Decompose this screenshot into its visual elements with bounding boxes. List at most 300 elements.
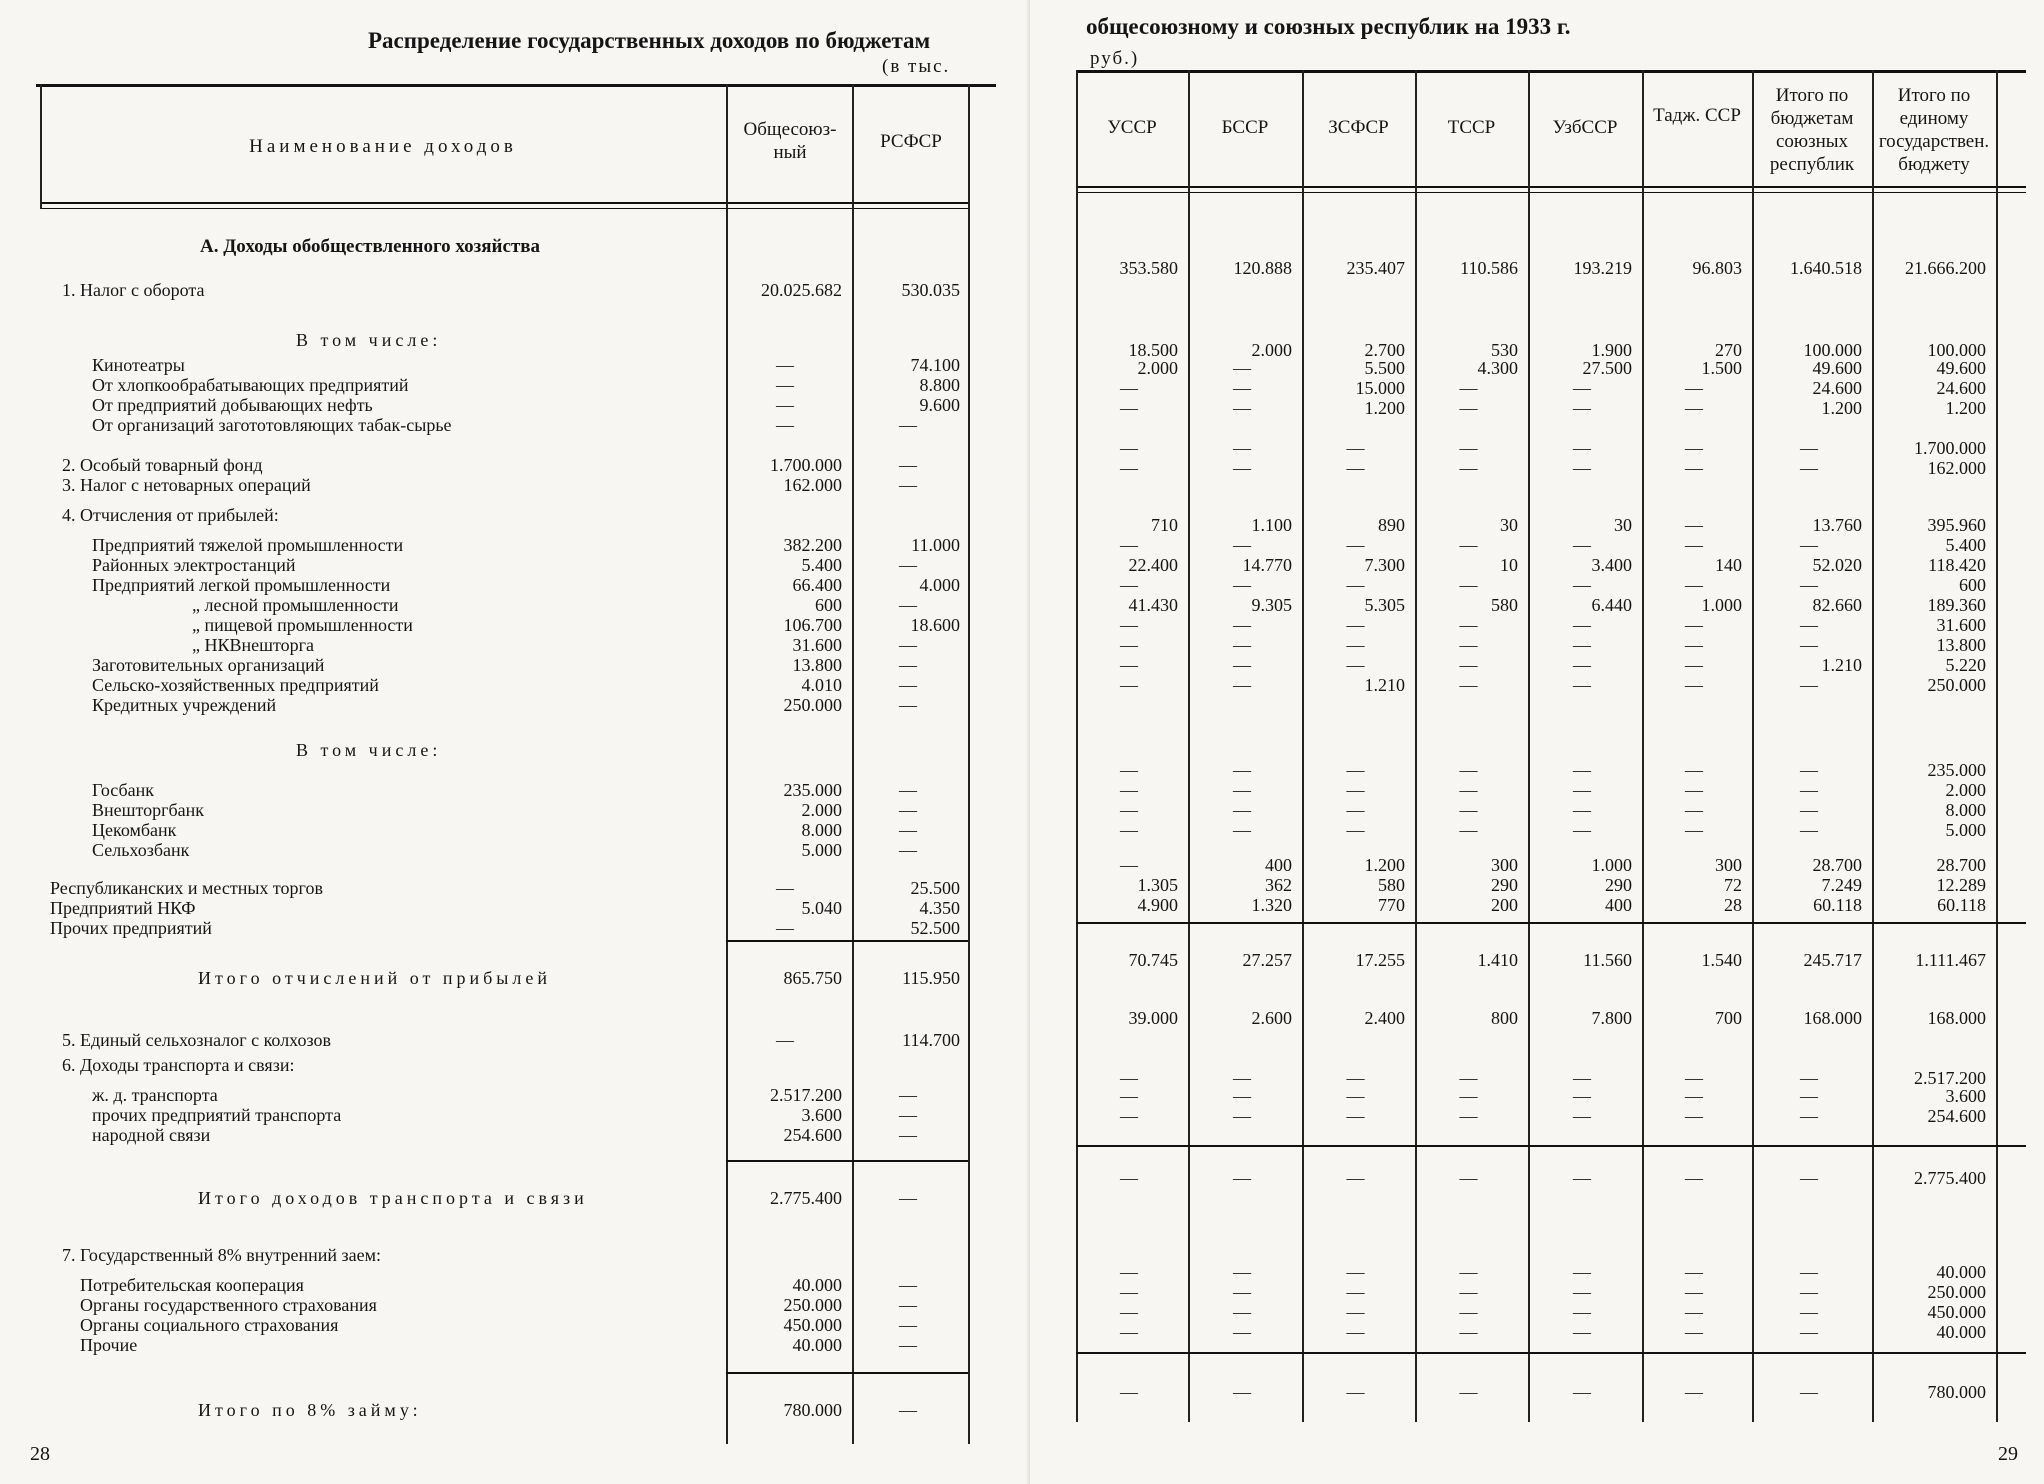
cell: — (1685, 515, 1703, 535)
cell: — (1459, 780, 1478, 800)
cell: 189.360 (1927, 595, 1986, 615)
cell-union: 254.600 (783, 1125, 842, 1145)
cell: 2.517.200 (1914, 1068, 1986, 1088)
cell: — (1685, 635, 1703, 655)
column-divider (1302, 70, 1304, 1422)
cell-union: 2.775.400 (770, 1188, 842, 1208)
cell: 100.000 (1803, 340, 1862, 360)
cell: — (1346, 780, 1365, 800)
cell: 7.249 (1821, 875, 1862, 895)
cell: — (1233, 820, 1251, 840)
cell: — (1685, 1068, 1703, 1088)
header-rule (40, 202, 970, 204)
cell: — (1233, 378, 1251, 398)
cell: 110.586 (1460, 258, 1518, 278)
cell: — (1346, 800, 1365, 820)
cell: 24.600 (1936, 378, 1986, 398)
cell: 96.803 (1692, 258, 1742, 278)
units-right: руб.) (1090, 48, 1140, 69)
cell-union: 2.517.200 (770, 1085, 842, 1105)
cell: 200 (1491, 895, 1518, 915)
row-label: 1. Налог с оборота (62, 280, 205, 300)
cell-union: 250.000 (783, 695, 842, 715)
cell: — (1233, 535, 1251, 555)
cell: 770 (1378, 895, 1405, 915)
header-rule-2 (40, 208, 970, 209)
row-label: Республиканских и местных торгов (50, 878, 323, 898)
cell: — (1233, 438, 1251, 458)
column-header: БССР (1221, 117, 1269, 138)
cell-rsfsr: — (899, 1125, 917, 1145)
column-header-union: Общесоюз-ный (743, 119, 837, 163)
cell-rsfsr: — (899, 695, 917, 715)
cell: — (1233, 1262, 1251, 1282)
row-label: От предприятий добывающих нефть (92, 395, 373, 415)
cell: 27.257 (1242, 950, 1292, 970)
cell: 21.666.200 (1905, 258, 1986, 278)
cell-union: — (776, 355, 794, 375)
cell: — (1120, 1302, 1138, 1322)
cell: — (1459, 655, 1478, 675)
row-label: Районных электростанций (92, 555, 296, 575)
cell-rsfsr: — (899, 1335, 917, 1355)
cell-union: 162.000 (783, 475, 842, 495)
row-label: Итого по 8% займу: (198, 1400, 422, 1420)
row-label: прочих предприятий транспорта (92, 1105, 342, 1125)
cell-rsfsr: 4.000 (919, 575, 960, 595)
cell: — (1573, 398, 1591, 418)
cell: 100.000 (1927, 340, 1986, 360)
cell: 580 (1491, 595, 1518, 615)
cell-rsfsr: — (899, 675, 917, 695)
cell: 82.660 (1812, 595, 1862, 615)
cell: 400 (1605, 895, 1632, 915)
column-divider (1642, 70, 1644, 1422)
cell: — (1120, 1262, 1138, 1282)
cell: 235.407 (1346, 258, 1405, 278)
cell: 60.118 (1813, 895, 1862, 915)
cell: — (1573, 800, 1591, 820)
cell: 5.305 (1364, 595, 1405, 615)
cell: — (1685, 615, 1703, 635)
cell: — (1685, 675, 1703, 695)
cell: — (1233, 1322, 1251, 1342)
cell: 1.305 (1137, 875, 1178, 895)
cell: — (1685, 1282, 1703, 1302)
cell: — (1346, 635, 1365, 655)
cell-union: 40.000 (792, 1275, 842, 1295)
rule-transport-right (1076, 1145, 2026, 1147)
row-label: Кинотеатры (92, 355, 185, 375)
cell: 40.000 (1936, 1322, 1986, 1342)
cell: — (1120, 800, 1138, 820)
cell-union: — (776, 395, 794, 415)
row-label: Цекомбанк (92, 820, 177, 840)
cell-rsfsr: 4.350 (919, 898, 960, 918)
cell: — (1573, 1302, 1591, 1322)
cell: 1.640.518 (1790, 258, 1862, 278)
cell-union: — (776, 375, 794, 395)
cell: — (1685, 1086, 1703, 1106)
cell: 800 (1491, 1008, 1518, 1028)
cell: — (1233, 615, 1251, 635)
cell-rsfsr: — (899, 1400, 917, 1420)
column-header: ТССР (1447, 117, 1496, 138)
cell: — (1685, 820, 1703, 840)
cell: 14.770 (1242, 555, 1292, 575)
cell: — (1459, 1262, 1478, 1282)
cell: — (1800, 780, 1818, 800)
cell-rsfsr: — (899, 595, 917, 615)
cell-union: 600 (815, 595, 842, 615)
cell-union: 450.000 (783, 1315, 842, 1335)
row-label: Прочих предприятий (50, 918, 212, 938)
cell: 5.000 (1945, 820, 1986, 840)
cell: 2.000 (1137, 358, 1178, 378)
cell: — (1233, 1086, 1251, 1106)
row-label: Предприятий НКФ (50, 898, 196, 918)
cell-rsfsr: — (899, 415, 917, 435)
cell-union: 8.000 (801, 820, 842, 840)
cell: 5.400 (1945, 535, 1986, 555)
cell: — (1573, 535, 1591, 555)
cell: — (1800, 635, 1818, 655)
cell: — (1573, 1382, 1591, 1402)
rule-loan-right (1076, 1352, 2026, 1354)
rule-transport (726, 1160, 968, 1162)
cell: 118.420 (1928, 555, 1986, 575)
page-number-left: 28 (30, 1443, 50, 1465)
cell: — (1120, 780, 1138, 800)
cell-rsfsr: 114.700 (902, 1030, 960, 1050)
cell: — (1685, 398, 1703, 418)
row-label: Органы социального страхования (80, 1315, 339, 1335)
cell: — (1346, 1086, 1365, 1106)
cell: — (1233, 635, 1251, 655)
cell: — (1459, 1106, 1478, 1126)
row-label: Кредитных учреждений (92, 695, 277, 715)
cell: — (1573, 1282, 1591, 1302)
cell: 40.000 (1936, 1262, 1986, 1282)
cell: — (1459, 1322, 1478, 1342)
cell: 27.500 (1582, 358, 1632, 378)
cell: — (1233, 1168, 1251, 1188)
row-label: 5. Единый сельхозналог с колхозов (62, 1030, 331, 1050)
cell: 162.000 (1927, 458, 1986, 478)
row-label: ж. д. транспорта (92, 1085, 218, 1105)
cell: 780.000 (1927, 1382, 1986, 1402)
cell: 1.900 (1591, 340, 1632, 360)
cell: 1.200 (1945, 398, 1986, 418)
cell: — (1685, 1168, 1703, 1188)
cell: 39.000 (1128, 1008, 1178, 1028)
cell: — (1346, 1262, 1365, 1282)
cell: — (1800, 800, 1818, 820)
rule-profits-right (1076, 922, 2026, 924)
column-header-name: Наименование доходов (249, 136, 517, 157)
cell: 395.960 (1927, 515, 1986, 535)
column-divider (1528, 70, 1530, 1422)
cell-rsfsr: — (899, 800, 917, 820)
cell: 1.100 (1251, 515, 1292, 535)
cell: — (1573, 378, 1591, 398)
cell: 1.210 (1364, 675, 1405, 695)
cell: 1.500 (1701, 358, 1742, 378)
cell: 49.600 (1936, 358, 1986, 378)
cell: 890 (1378, 515, 1405, 535)
cell: 710 (1151, 515, 1178, 535)
cell: — (1459, 820, 1478, 840)
cell: — (1573, 575, 1591, 595)
header-rule-right-2 (1076, 192, 2026, 193)
cell: 290 (1491, 875, 1518, 895)
cell-union: 5.040 (801, 898, 842, 918)
cell: 18.500 (1128, 340, 1178, 360)
row-label: „ пищевой промышленности (192, 615, 413, 635)
cell: — (1233, 1068, 1251, 1088)
cell: 22.400 (1128, 555, 1178, 575)
cell: — (1573, 760, 1591, 780)
cell: 2.000 (1251, 340, 1292, 360)
cell: — (1573, 1168, 1591, 1188)
cell: 24.600 (1812, 378, 1862, 398)
cell: 1.540 (1701, 950, 1742, 970)
cell: 3.400 (1591, 555, 1632, 575)
cell: — (1800, 615, 1818, 635)
cell: — (1685, 1106, 1703, 1126)
row-label: Прочие (80, 1335, 138, 1355)
cell: — (1120, 760, 1138, 780)
cell: 400 (1265, 855, 1292, 875)
cell-rsfsr: 18.600 (910, 615, 960, 635)
cell: 1.000 (1701, 595, 1742, 615)
header-rule-right (1076, 186, 2026, 188)
cell: 300 (1715, 855, 1742, 875)
col-divider-right (968, 84, 970, 1444)
cell: — (1459, 1382, 1478, 1402)
cell-rsfsr: — (899, 1295, 917, 1315)
cell-union: 31.600 (792, 635, 842, 655)
cell-rsfsr: — (899, 1085, 917, 1105)
cell: — (1346, 1168, 1365, 1188)
cell: — (1459, 438, 1478, 458)
row-label: 7. Государственный 8% внутренний заем: (62, 1245, 381, 1265)
cell: — (1459, 575, 1478, 595)
cell: 245.717 (1803, 950, 1862, 970)
cell: — (1800, 1262, 1818, 1282)
row-label: „ лесной промышленности (192, 595, 399, 615)
row-label: Органы государственного страхования (80, 1295, 377, 1315)
cell: 580 (1378, 875, 1405, 895)
cell: — (1800, 1282, 1818, 1302)
cell: 30 (1500, 515, 1518, 535)
cell: — (1573, 1086, 1591, 1106)
cell: 28.700 (1812, 855, 1862, 875)
cell: — (1685, 760, 1703, 780)
cell: — (1346, 1322, 1365, 1342)
rule-loan (726, 1372, 968, 1374)
cell: — (1459, 1282, 1478, 1302)
cell: 1.000 (1591, 855, 1632, 875)
cell: — (1233, 398, 1251, 418)
cell: 70.745 (1128, 950, 1178, 970)
cell: — (1800, 1302, 1818, 1322)
cell-union: 250.000 (783, 1295, 842, 1315)
cell-union: 4.010 (801, 675, 842, 695)
cell: — (1685, 438, 1703, 458)
cell: 300 (1491, 855, 1518, 875)
cell: — (1120, 458, 1138, 478)
cell: 13.800 (1936, 635, 1986, 655)
row-label: 4. Отчисления от прибылей: (62, 505, 279, 525)
cell-rsfsr: — (899, 655, 917, 675)
cell: — (1685, 780, 1703, 800)
row-label: Предприятий легкой промышленности (92, 575, 391, 595)
cell: — (1685, 1322, 1703, 1342)
cell: — (1573, 438, 1591, 458)
cell: 1.200 (1364, 398, 1405, 418)
cell: — (1346, 1068, 1365, 1088)
cell-union: 865.750 (783, 968, 842, 988)
cell: 4.300 (1477, 358, 1518, 378)
cell: 2.000 (1945, 780, 1986, 800)
table-top-rule-right (1076, 70, 2026, 73)
cell: 2.700 (1364, 340, 1405, 360)
row-label: Сельхозбанк (92, 840, 190, 860)
cell: — (1459, 378, 1478, 398)
cell: — (1233, 760, 1251, 780)
row-label: Итого доходов транспорта и связи (198, 1188, 588, 1208)
units-left: (в тыс. (882, 56, 951, 77)
cell-rsfsr: — (899, 820, 917, 840)
cell: 270 (1715, 340, 1742, 360)
cell: — (1573, 675, 1591, 695)
cell: — (1800, 575, 1818, 595)
cell: 30 (1614, 515, 1632, 535)
cell-rsfsr: — (899, 1105, 917, 1125)
cell-union: 3.600 (801, 1105, 842, 1125)
cell-rsfsr: — (899, 555, 917, 575)
cell: 450.000 (1927, 1302, 1986, 1322)
cell: — (1120, 675, 1138, 695)
cell-rsfsr: 52.500 (910, 918, 960, 938)
cell: 120.888 (1233, 258, 1292, 278)
cell-union: — (776, 878, 794, 898)
cell-union: 13.800 (792, 655, 842, 675)
cell: 41.430 (1128, 595, 1178, 615)
cell-union: — (776, 918, 794, 938)
row-label: 6. Доходы транспорта и связи: (62, 1055, 295, 1075)
row-label: 3. Налог с нетоварных операций (62, 475, 311, 495)
cell: 2.400 (1364, 1008, 1405, 1028)
cell: 28.700 (1936, 855, 1986, 875)
cell: — (1800, 1106, 1818, 1126)
cell: — (1573, 1068, 1591, 1088)
cell: — (1459, 800, 1478, 820)
column-divider (1996, 70, 1998, 1422)
cell: — (1346, 655, 1365, 675)
row-label: От хлопкообрабатывающих предприятий (92, 375, 409, 395)
cell: — (1120, 615, 1138, 635)
row-label: Предприятий тяжелой промышленности (92, 535, 404, 555)
cell-rsfsr: — (899, 780, 917, 800)
cell: — (1800, 760, 1818, 780)
cell: 168.000 (1803, 1008, 1862, 1028)
cell: — (1573, 1322, 1591, 1342)
cell: — (1573, 635, 1591, 655)
cell: — (1233, 780, 1251, 800)
cell-union: 20.025.682 (761, 280, 842, 300)
cell-union: — (776, 415, 794, 435)
cell: — (1346, 575, 1365, 595)
column-header: Тадж. ССР (1653, 105, 1741, 126)
column-header-rsfsr: РСФСР (880, 131, 942, 152)
cell: 60.118 (1937, 895, 1986, 915)
cell: 168.000 (1927, 1008, 1986, 1028)
cell: 353.580 (1119, 258, 1178, 278)
cell: — (1573, 615, 1591, 635)
cell: — (1233, 655, 1251, 675)
cell: — (1346, 615, 1365, 635)
cell: — (1120, 438, 1138, 458)
row-label: Госбанк (92, 780, 155, 800)
cell: — (1346, 820, 1365, 840)
cell: — (1120, 378, 1138, 398)
row-label: Заготовительных организаций (92, 655, 325, 675)
cell: — (1800, 535, 1818, 555)
row-label: 2. Особый товарный фонд (62, 455, 263, 475)
cell-rsfsr: — (899, 1188, 917, 1208)
cell: — (1459, 760, 1478, 780)
cell: — (1346, 760, 1365, 780)
cell: — (1685, 535, 1703, 555)
cell: 1.200 (1821, 398, 1862, 418)
column-divider (1752, 70, 1754, 1422)
column-header: УзбССР (1552, 117, 1618, 138)
cell: 193.219 (1573, 258, 1632, 278)
cell: — (1120, 1322, 1138, 1342)
cell-rsfsr: — (899, 455, 917, 475)
cell: — (1685, 458, 1703, 478)
cell: — (1346, 535, 1365, 555)
cell: — (1233, 800, 1251, 820)
cell: — (1685, 1382, 1703, 1402)
cell-union: 382.200 (783, 535, 842, 555)
cell: — (1685, 378, 1703, 398)
cell: 7.300 (1364, 555, 1405, 575)
col-divider-rsfsr (852, 84, 854, 1444)
cell: 2.775.400 (1914, 1168, 1986, 1188)
cell: — (1233, 1106, 1251, 1126)
column-divider (1188, 70, 1190, 1422)
cell: 3.600 (1945, 1086, 1986, 1106)
cell: — (1346, 438, 1365, 458)
cell: 1.700.000 (1914, 438, 1986, 458)
cell-union: 40.000 (792, 1335, 842, 1355)
column-header: Итого по единому государствен. бюджету (1878, 85, 1990, 175)
cell: 49.600 (1812, 358, 1862, 378)
cell: — (1233, 1302, 1251, 1322)
cell: — (1800, 820, 1818, 840)
cell: 700 (1715, 1008, 1742, 1028)
column-header: ЗСФСР (1328, 117, 1389, 138)
cell: — (1233, 675, 1251, 695)
cell-rsfsr: — (899, 475, 917, 495)
cell-rsfsr: 11.000 (911, 535, 960, 555)
cell: 1.200 (1364, 855, 1405, 875)
cell: — (1459, 635, 1478, 655)
rule-profits (726, 940, 968, 942)
